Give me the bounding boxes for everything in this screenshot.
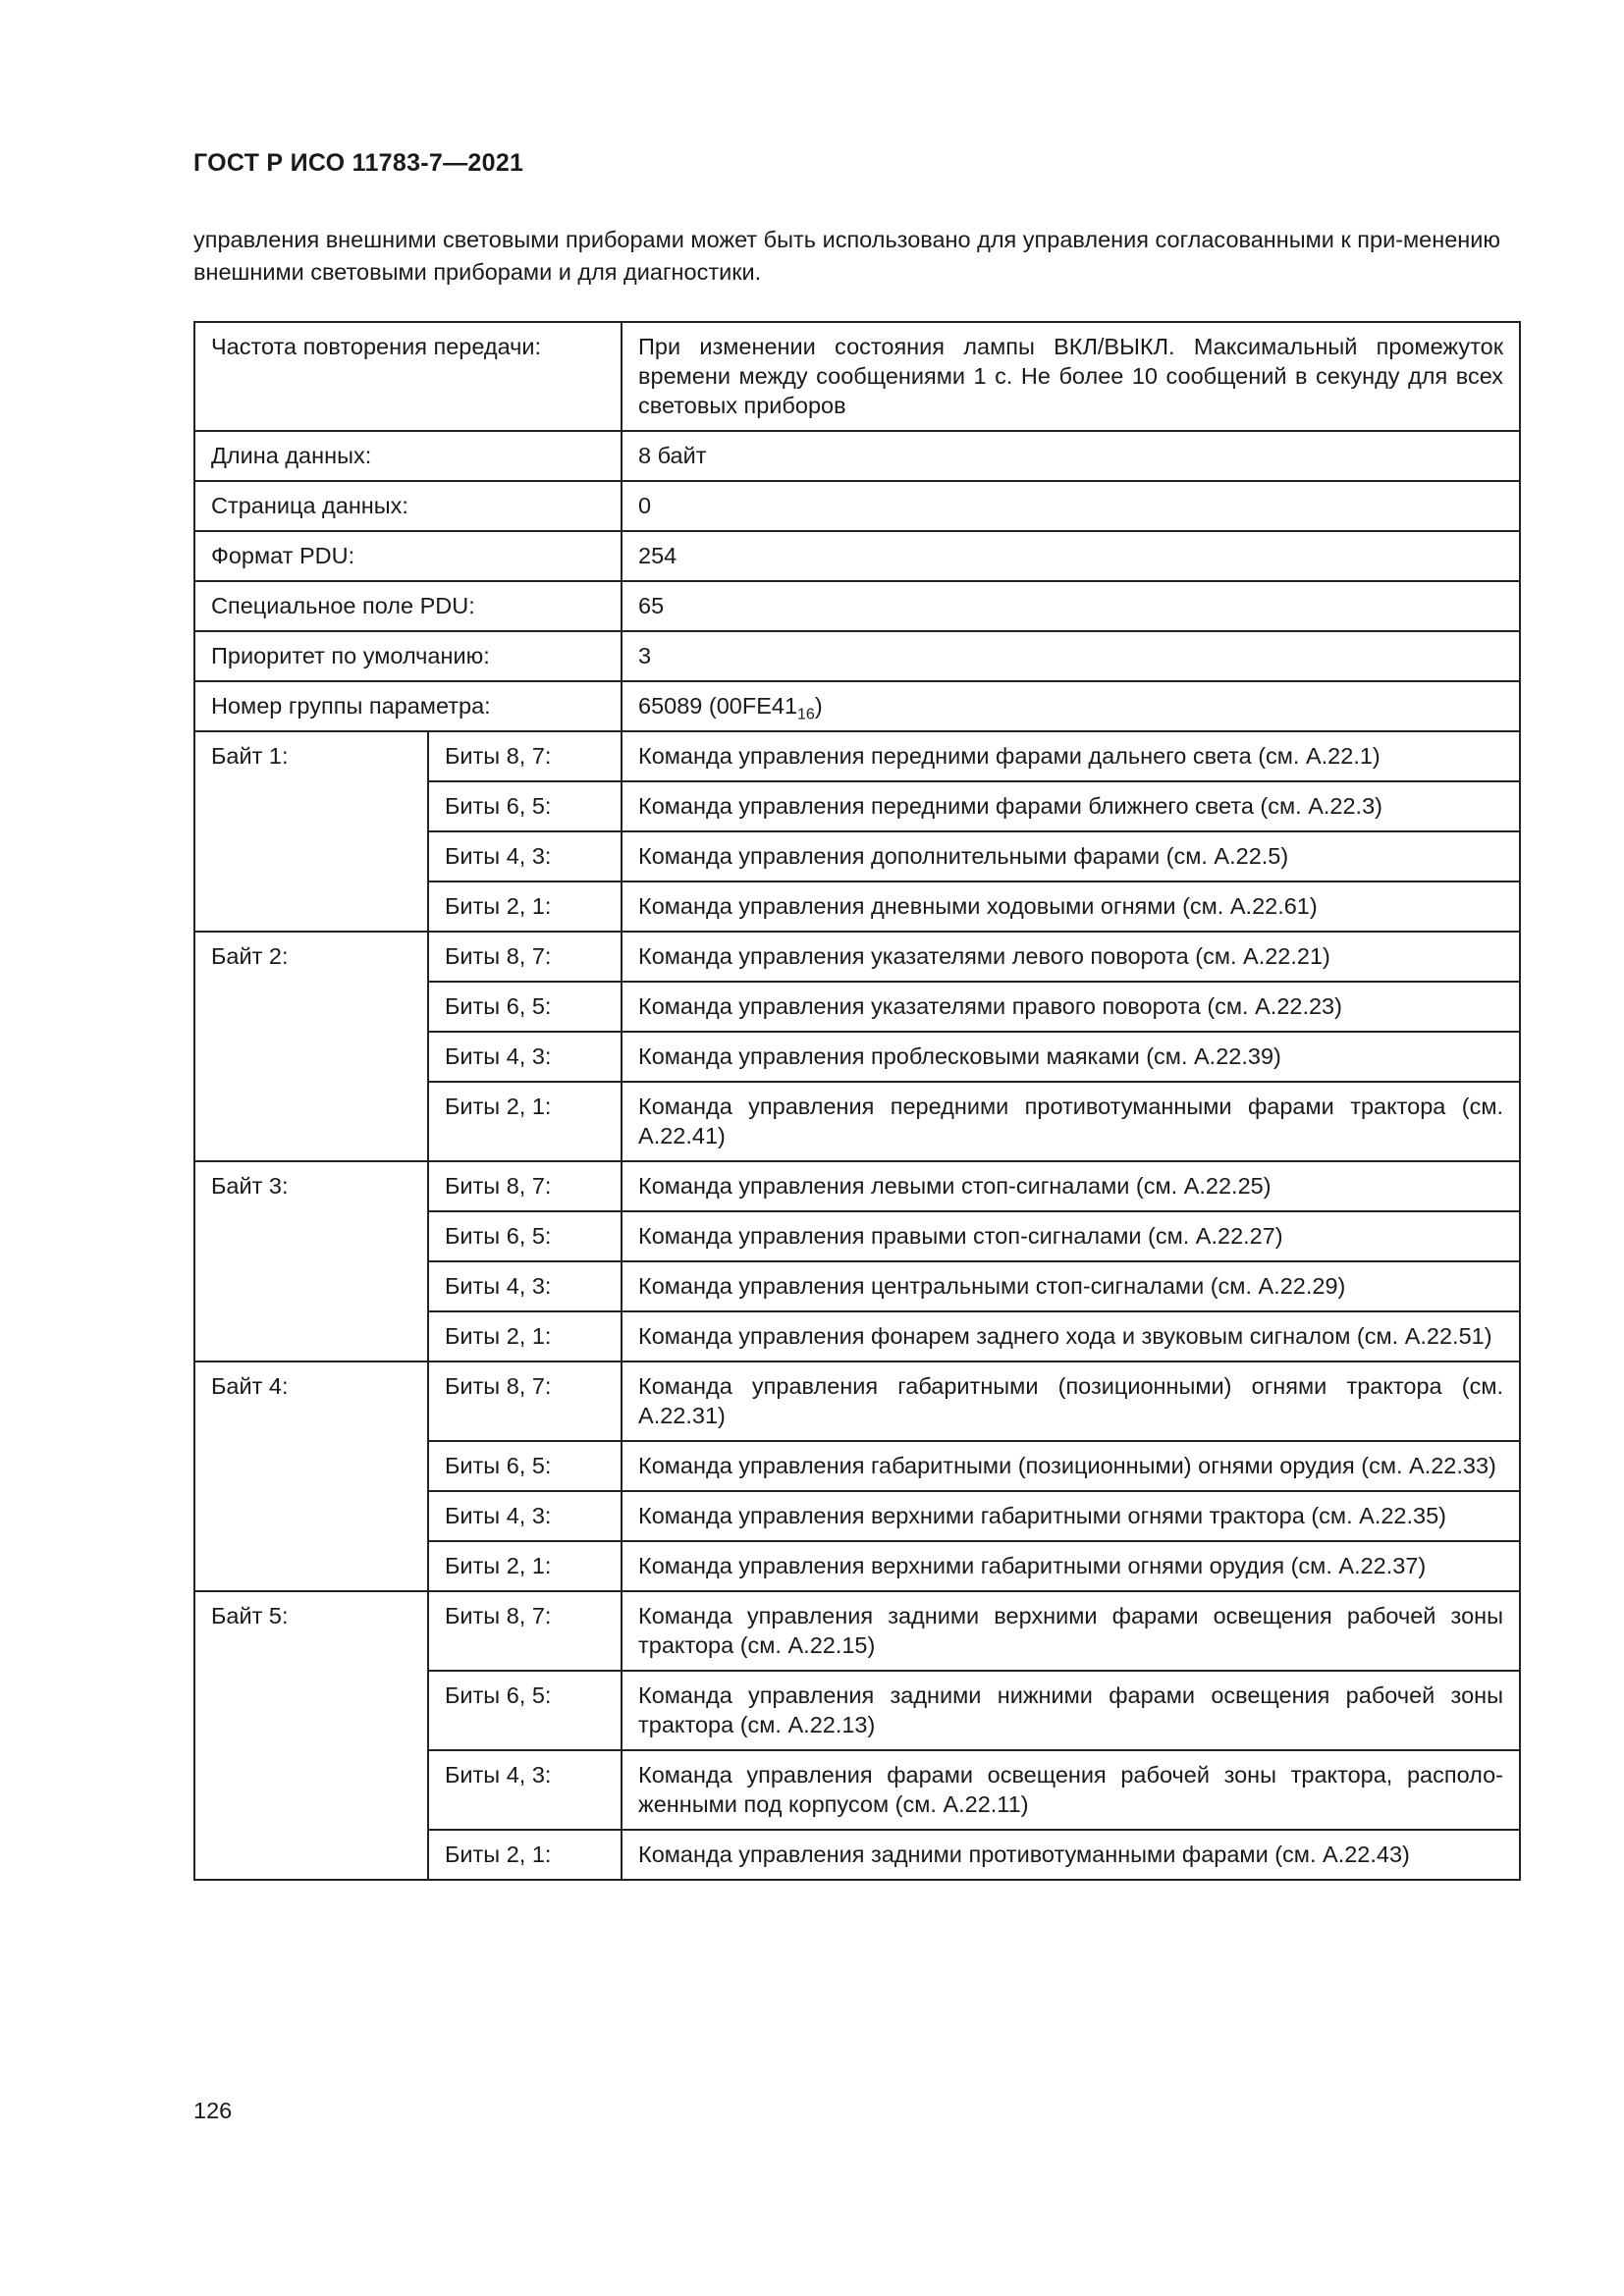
table-row [194, 731, 1520, 781]
table-row-data-length [194, 431, 1520, 481]
pgn-subscript: 16 [797, 706, 815, 723]
bits-label: Биты 6, 5: [428, 781, 622, 831]
bits-description: Команда управления фонарем заднего хода и звуковым сигналом (см. А.22.51) [622, 1311, 1520, 1362]
bits-label: Биты 6, 5: [428, 982, 622, 1032]
param-value: 254 [622, 531, 1520, 581]
byte-label: Байт 5: [194, 1591, 428, 1880]
param-value: При изменении состояния лампы ВКЛ/ВЫКЛ. Максимальный промежуток времени между сообщениями 1 с. Не более 10 сообщений в секунду для всех световых приборов [622, 322, 1520, 431]
table-row-default-priority [194, 631, 1520, 681]
document-header: ГОСТ Р ИСО 11783-7—2021 [193, 149, 524, 177]
bits-description: Команда управления правыми стоп-сигналами (см. А.22.27) [622, 1211, 1520, 1261]
bits-description: Команда управления фарами освещения рабочей зоны трактора, располо-женными под корпусом (см. А.22.11) [622, 1750, 1520, 1830]
bits-description: Команда управления передними противотуманными фарами трактора (см. А.22.41) [622, 1082, 1520, 1161]
param-label: Частота повторения передачи: [194, 322, 622, 431]
byte-label: Байт 3: [194, 1161, 428, 1362]
param-label: Номер группы параметра: [194, 681, 622, 731]
param-value: 0 [622, 481, 1520, 531]
table-row [194, 932, 1520, 982]
param-value: 8 байт [622, 431, 1520, 481]
bits-description: Команда управления передними фарами ближнего света (см. А.22.3) [622, 781, 1520, 831]
intro-paragraph: управления внешними световыми приборами может быть использовано для управления согласованными к при-менению внешними световыми приборами и для диагностики. [193, 227, 1501, 285]
param-value: 65 [622, 581, 1520, 631]
bits-description: Команда управления дневными ходовыми огнями (см. А.22.61) [622, 881, 1520, 932]
param-label: Специальное поле PDU: [194, 581, 622, 631]
bits-label: Биты 6, 5: [428, 1671, 622, 1750]
bits-description: Команда управления верхними габаритными огнями орудия (см. А.22.37) [622, 1541, 1520, 1591]
bits-label: Биты 8, 7: [428, 932, 622, 982]
table-row-pdu-format [194, 531, 1520, 581]
bits-label: Биты 8, 7: [428, 1161, 622, 1211]
byte-label: Байт 4: [194, 1362, 428, 1591]
param-label: Длина данных: [194, 431, 622, 481]
bits-description: Команда управления габаритными (позиционными) огнями орудия (см. А.22.33) [622, 1441, 1520, 1491]
bits-label: Биты 4, 3: [428, 1261, 622, 1311]
page-number: 126 [193, 2098, 233, 2123]
param-value: 3 [622, 631, 1520, 681]
table-row [194, 1161, 1520, 1211]
bits-label: Биты 4, 3: [428, 1032, 622, 1082]
bits-label: Биты 4, 3: [428, 831, 622, 881]
table-row-pdu-specific [194, 581, 1520, 631]
param-label: Приоритет по умолчанию: [194, 631, 622, 681]
bits-label: Биты 2, 1: [428, 1830, 622, 1880]
bits-description: Команда управления задними противотуманными фарами (см. А.22.43) [622, 1830, 1520, 1880]
bits-description: Команда управления центральными стоп-сигналами (см. А.22.29) [622, 1261, 1520, 1311]
bits-label: Биты 2, 1: [428, 1311, 622, 1362]
param-label: Страница данных: [194, 481, 622, 531]
pgn-value [622, 681, 1520, 731]
bits-description: Команда управления задними верхними фарами освещения рабочей зоны трактора (см. А.22.15) [622, 1591, 1520, 1671]
param-label: Формат PDU: [194, 531, 622, 581]
bits-description: Команда управления верхними габаритными огнями трактора (см. А.22.35) [622, 1491, 1520, 1541]
bits-label: Биты 2, 1: [428, 881, 622, 932]
table-row-pgn [194, 681, 1520, 731]
bits-description: Команда управления указателями правого поворота (см. А.22.23) [622, 982, 1520, 1032]
bits-description: Команда управления передними фарами дальнего света (см. А.22.1) [622, 731, 1520, 781]
bits-label: Биты 6, 5: [428, 1441, 622, 1491]
byte-label: Байт 1: [194, 731, 428, 932]
bits-label: Биты 8, 7: [428, 1362, 622, 1441]
bits-label: Биты 8, 7: [428, 731, 622, 781]
bits-label: Биты 6, 5: [428, 1211, 622, 1261]
table-row-transmission-rate [194, 322, 1520, 431]
table-row-data-page [194, 481, 1520, 531]
bits-label: Биты 8, 7: [428, 1591, 622, 1671]
bits-label: Биты 4, 3: [428, 1491, 622, 1541]
bits-description: Команда управления задними нижними фарами освещения рабочей зоны трактора (см. А.22.13) [622, 1671, 1520, 1750]
pgn-number: 65089 (00FE41 [638, 693, 798, 719]
parameter-group-table [193, 321, 1521, 1881]
table-row [194, 1591, 1520, 1671]
bits-label: Биты 4, 3: [428, 1750, 622, 1830]
bits-label: Биты 2, 1: [428, 1082, 622, 1161]
bits-description: Команда управления габаритными (позиционными) огнями трактора (см. А.22.31) [622, 1362, 1520, 1441]
table-row [194, 1362, 1520, 1441]
bits-description: Команда управления дополнительными фарами (см. А.22.5) [622, 831, 1520, 881]
pgn-suffix: ) [814, 693, 823, 719]
bits-description: Команда управления указателями левого поворота (см. А.22.21) [622, 932, 1520, 982]
bits-description: Команда управления проблесковыми маяками (см. А.22.39) [622, 1032, 1520, 1082]
bits-label: Биты 2, 1: [428, 1541, 622, 1591]
bits-description: Команда управления левыми стоп-сигналами (см. А.22.25) [622, 1161, 1520, 1211]
byte-label: Байт 2: [194, 932, 428, 1161]
